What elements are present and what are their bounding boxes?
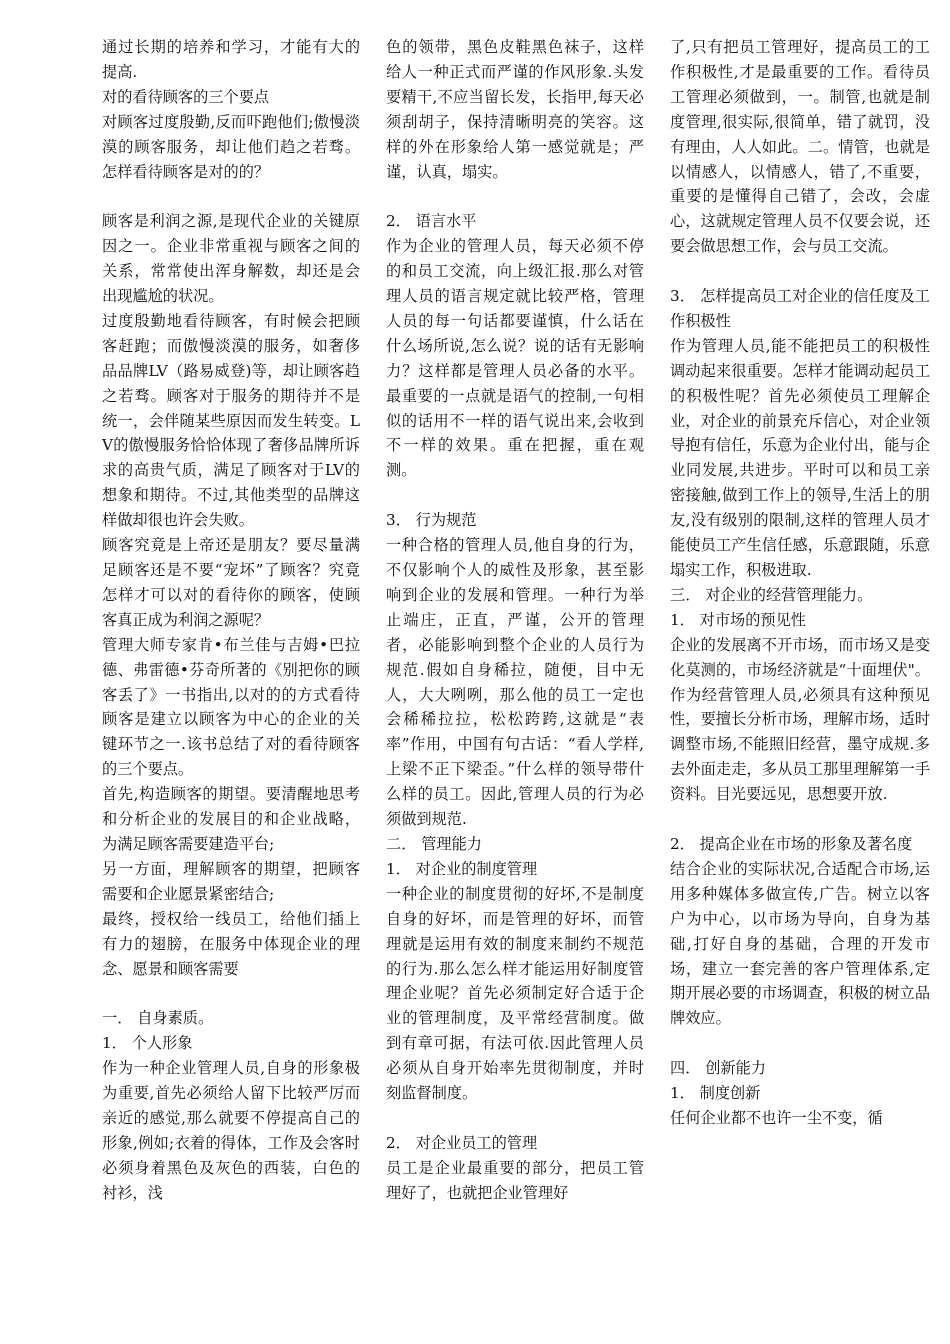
paragraph: 1． 制度创新 (670, 1084, 761, 1103)
blank-line (670, 259, 930, 284)
paragraph: 员工是企业最重要的部分，把员工管理好了，也就把企业管理好 (386, 1158, 644, 1202)
paragraph: 过度殷勤地看待顾客，有时候会把顾客赶跑；而傲慢淡漠的服务，如奢侈品品牌LV（路易威登)等，却让顾客趋之若骛。顾客对于服务的期待并不是统一，会伴随某些原因而发生转变。LV的傲慢服务恰恰体现了奢侈品牌所诉求的高贵气质，满足了顾客对于LV的想象和期待。不过,其他类型的品牌这样做却很也许会失败。 (102, 311, 360, 530)
text-column-1 (102, 35, 360, 1335)
paragraph: 一种合格的管理人员,他自身的行为，不仅影响个人的威性及形象，甚至影响到企业的发展和管理。一种行为举止端庄，正直，严谨，公开的管理者，必能影响到整个企业的人员行为规范.假如自身稀拉，随便，目中无人，大大咧咧，那么他的员工一定也会稀稀拉拉，松松跨跨,这就是“表率”作用，中国有句古话：“看人学样,上梁不正下梁歪。”什么样的领导带什么样的员工。因此,管理人员的行为必须做到规范. (386, 536, 644, 829)
paragraph: 2． 对企业员工的管理 (386, 1133, 538, 1152)
blank-line (670, 807, 930, 832)
blank-line (102, 981, 360, 1006)
paragraph: 三． 对企业的经营管理能力。 (670, 585, 873, 604)
paragraph: 1． 对市场的预见性 (670, 610, 806, 629)
paragraph: 顾客究竟是上帝还是朋友？要尽量满足顾客还是不要“宠坏”了顾客？究竟怎样才可以对的看待你的顾客，使顾客真正成为利润之源呢？ (102, 536, 360, 629)
paragraph: 任何企业都不也许一尘不变，循 (670, 1108, 883, 1127)
blank-line (386, 483, 644, 508)
paragraph: 3． 行为规范 (386, 511, 477, 530)
text-column-3 (670, 35, 930, 1335)
paragraph: 管理大师专家肯•布兰佳与吉姆•巴拉德、弗雷德•芬奇所著的《别把你的顾客丢了》一书指出,以对的的方式看待顾客是建立以顾客为中心的企业的关键环节之一.该书总结了对的看待顾客的三个要点。 (102, 635, 360, 779)
paragraph: 对的看待顾客的三个要点 (102, 87, 270, 106)
paragraph: 了,只有把员工管理好，提高员工的工作积极性,才是最重要的工作。看待员工管理必须做到，一。制管,也就是制度管理,很实际,很简单，错了就罚，没有理由，人人如此。二。情管，也就是以情感人，以情感人，错了,不重要，重要的是懂得自己错了，会改，会虚心，这就规定管理人员不仅要会说，还要会做思想工作，会与员工交流。 (670, 38, 930, 256)
blank-line (670, 1031, 930, 1056)
paragraph: 1． 对企业的制度管理 (386, 859, 538, 878)
paragraph: 一种企业的制度贯彻的好坏,不是制度自身的好坏，而是管理的好坏，而管理就是运用有效的制度来制约不规范的行为.那么怎么样才能运用好制度管理企业呢？首先必须制定好合适于企业的管理制度，及平常经营制度。做到有章可据，有法可依.因此管理人员必须从自身开始率先贯彻制度，并时刻监督制度。 (386, 884, 644, 1103)
paragraph: 对顾客过度殷勤,反而吓跑他们;傲慢淡漠的顾客服务，却让他们趋之若骛。怎样看待顾客是对的的？ (102, 112, 360, 181)
paragraph: 一． 自身素质。 (102, 1009, 214, 1028)
paragraph: 首先,构造顾客的期望。要清醒地思考和分析企业的发展目的和企业战略，为满足顾客需要建造平台; (102, 785, 360, 853)
paragraph: 作为管理人员,能不能把员工的积极性调动起来很重要。怎样才能调动起员工的积极性呢？首先必须使员工理解企业，对企业的前景充斥信心，对企业领导抱有信任，乐意为企业付出，能与企业同发展,共进步。平时可以和员工亲密接触,做到工作上的领导,生活上的朋友,没有级别的限制,这样的管理人员才能使员工产生信任感，乐意跟随，乐意塌实工作，积极进取. (670, 336, 930, 580)
paragraph: 3． 怎样提高员工对企业的信任度及工作积极性 (670, 287, 930, 330)
paragraph: 最终，授权给一线员工，给他们插上有力的翅膀，在服务中体现企业的理念、愿景和顾客需要 (102, 909, 360, 978)
paragraph: 通过长期的培养和学习，才能有大的提高. (102, 38, 360, 81)
paragraph: 另一方面，理解顾客的期望，把顾客需要和企业愿景紧密结合; (102, 859, 360, 903)
blank-line (102, 184, 360, 209)
paragraph: 2． 语言水平 (386, 212, 477, 231)
paragraph: 四． 创新能力 (670, 1059, 766, 1078)
paragraph: 企业的发展离不开市场，而市场又是变化莫测的，市场经济就是“十面埋伏"。作为经营管理人员,必须具有这种预见性，要擅长分析市场，理解市场，适时调整市场,不能照旧经营，墨守成规.多去外面走走，多从员工那里理解第一手资料。目光要远见，思想要开放. (670, 635, 930, 804)
paragraph: 顾客是利润之源,是现代企业的关键原因之一。企业非常重视与顾客之间的关系，常常使出浑身解数，却还是会出现尴尬的状况。 (102, 212, 360, 306)
text-column-2 (386, 35, 644, 1335)
blank-line (386, 184, 644, 209)
paragraph: 色的领带，黑色皮鞋黑色袜子，这样给人一种正式而严谨的作风形象.头发要精干,不应当留长发，长指甲,每天必须刮胡子，保持清晰明亮的笑容。这样的外在形象给人第一感觉就是；严谨，认真，塌实。 (386, 38, 644, 181)
paragraph: 二． 管理能力 (386, 834, 482, 853)
paragraph: 作为一种企业管理人员,自身的形象极为重要,首先必须给人留下比较严厉而亲近的感觉,那么就要不停提高自己的形象,例如;衣着的得体，工作及会客时必须身着黑色及灰色的西装，白色的衬衫，浅 (102, 1059, 360, 1202)
paragraph: 1． 个人形象 (102, 1034, 193, 1053)
paragraph: 2． 提高企业在市场的形象及著名度 (670, 834, 913, 853)
paragraph: 结合企业的实际状况,合适配合市场,运用多种媒体多做宣传,广告。树立以客户为中心，以市场为导向，自身为基础,打好自身的基础，合理的开发市场，建立一套完善的客户管理体系,定期开展必要的市场调查，积极的树立品牌效应。 (670, 859, 930, 1028)
blank-line (386, 1106, 644, 1131)
paragraph: 作为企业的管理人员，每天必须不停的和员工交流，向上级汇报.那么对管理人员的语言规定就比较严格，管理人员的每一句话都要谨慎，什么话在什么场所说,怎么说？说的话有无影响力？这样都是管理人员必备的水平。最重要的一点就是语气的控制,一句相似的话用不一样的语气说出来,会收到不一样的效果。重在把握，重在观测。 (386, 237, 644, 480)
